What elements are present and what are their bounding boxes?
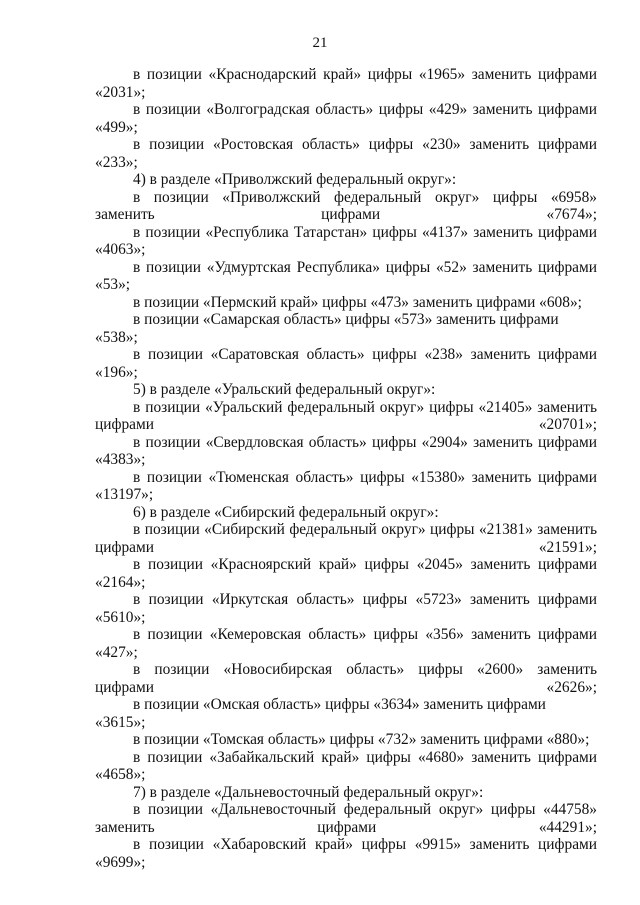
section-heading-siberia: 6) в разделе «Сибирский федеральный округ»:	[133, 503, 439, 521]
paragraph-saratov: в позиции «Саратовская область» цифры «238» заменить цифрами «196»;	[95, 346, 597, 381]
document-body	[95, 66, 597, 871]
paragraph-siberia-district: в позиции «Сибирский федеральный округ» цифры «21381» заменить цифрами «21591»;	[95, 521, 597, 556]
section-heading-far-east: 7) в разделе «Дальневосточный федеральный округ»:	[133, 783, 484, 801]
paragraph-kemerovo: в позиции «Кемеровская область» цифры «356» заменить цифрами «427»;	[95, 626, 597, 661]
paragraph-perm: в позиции «Пермский край» цифры «473» заменить цифрами «608»;	[133, 293, 582, 311]
paragraph-udmurtia: в позиции «Удмуртская Республика» цифры «52» заменить цифрами «53»;	[95, 258, 597, 293]
paragraph-far-east-district: в позиции «Дальневосточный федеральный округ» цифры «44758» заменить цифрами «44291»;	[95, 801, 597, 836]
paragraph-samara: в позиции «Самарская область» цифры «573» заменить цифрами «538»;	[95, 311, 559, 346]
page-number: 21	[312, 35, 328, 51]
paragraph-tomsk: в позиции «Томская область» цифры «732» заменить цифрами «880»;	[133, 731, 590, 748]
paragraph-tyumen: в позиции «Тюменская область» цифры «15380» заменить цифрами «13197»;	[95, 468, 597, 503]
paragraph-volgograd: в позиции «Волгоградская область» цифры «429» заменить цифрами «499»;	[95, 101, 597, 136]
paragraph-irkutsk: в позиции «Иркутская область» цифры «5723» заменить цифрами «5610»;	[95, 591, 597, 626]
paragraph-tatarstan: в позиции «Республика Татарстан» цифры «4137» заменить цифрами «4063»;	[95, 223, 597, 258]
paragraph-khabarovsk: в позиции «Хабаровский край» цифры «9915» заменить цифрами «9699»;	[95, 836, 597, 871]
paragraph-krasnoyarsk: в позиции «Красноярский край» цифры «2045» заменить цифрами «2164»;	[95, 556, 597, 591]
paragraph-sverdlovsk: в позиции «Свердловская область» цифры «2904» заменить цифрами «4383»;	[95, 433, 597, 468]
section-heading-ural: 5) в разделе «Уральский федеральный округ»:	[133, 381, 436, 398]
paragraph-krasnodar: в позиции «Краснодарский край» цифры «1965» заменить цифрами «2031»;	[95, 66, 597, 101]
paragraph-ural-district: в позиции «Уральский федеральный округ» цифры «21405» заменить цифрами «20701»;	[95, 398, 597, 433]
paragraph-omsk: в позиции «Омская область» цифры «3634» заменить цифрами «3615»;	[95, 696, 546, 731]
paragraph-rostov: в позиции «Ростовская область» цифры «230» заменить цифрами «233»;	[95, 136, 597, 171]
paragraph-volga-district: в позиции «Приволжский федеральный округ» цифры «6958» заменить цифрами «7674»;	[95, 188, 597, 223]
section-heading-volga: 4) в разделе «Приволжский федеральный округ»:	[133, 171, 457, 188]
paragraph-zabaikalsky: в позиции «Забайкальский край» цифры «4680» заменить цифрами «4658»;	[95, 748, 597, 783]
paragraph-novosibirsk: в позиции «Новосибирская область» цифры «2600» заменить цифрами «2626»;	[95, 661, 597, 696]
